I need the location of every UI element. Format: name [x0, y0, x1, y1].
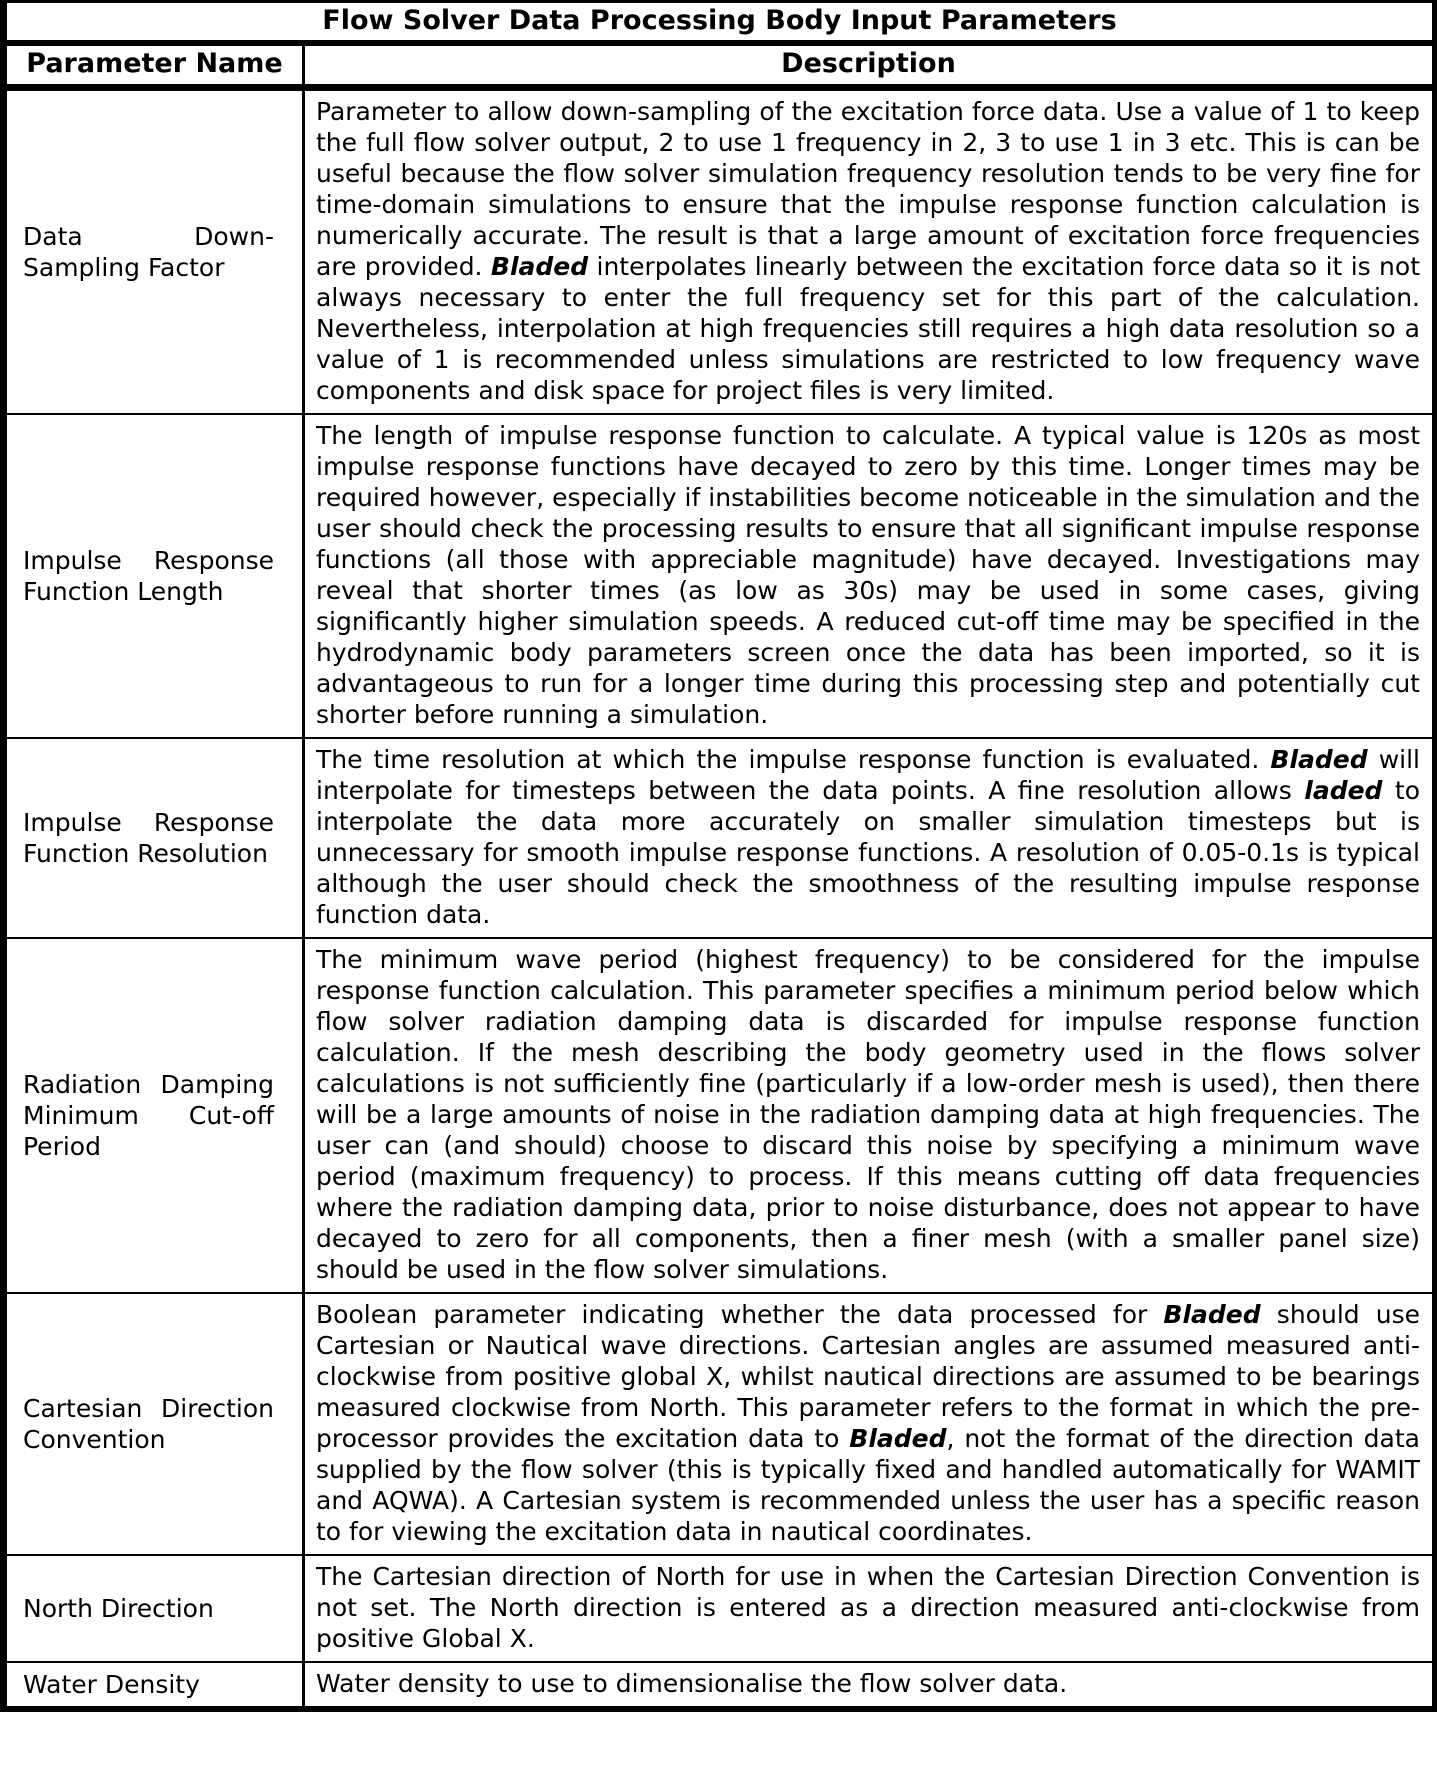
table-row [7, 1294, 1432, 1556]
table-title: Flow Solver Data Processing Body Input Parameters [7, 3, 1432, 46]
parameter-name-cell: North Direction [23, 1594, 214, 1623]
table-row [7, 739, 1432, 939]
bladed-emphasis: Bladed [490, 252, 589, 281]
parameter-description-cell [302, 1294, 1432, 1554]
text-segment: Boolean parameter indicating whether the data processed for [316, 1300, 1164, 1329]
parameter-name-cell: Water Density [23, 1670, 200, 1699]
bladed-emphasis: Bladed [1270, 745, 1368, 774]
bladed-emphasis: Bladed [849, 1424, 947, 1453]
text-segment: interpolates linearly between the excitation force data so it is not always necessary to enter the full frequency set for this part of the calculation. Nevertheless, interpolation at high frequencies still requires a high data resolution so a value of 1 is recommended unless simulations are restricted to low frequency wave components and disk space for project files is very limited. [316, 252, 1420, 405]
bladed-emphasis: Bladed [1163, 1300, 1261, 1329]
text-segment: to interpolate the data more accurately on smaller simulation timesteps but is unnecessary for smooth impulse response functions. A resolution of 0.05-0.1s is typical although the user should check the smoothness of the resulting impulse response function data. [316, 776, 1420, 929]
table-row [7, 1556, 1432, 1663]
text-segment: Parameter to allow down-sampling of the excitation force data. Use a value of 1 to keep the full flow solver output, 2 to use 1 frequency in 2, 3 to use 1 in 3 etc. This is can be useful because the flow solver simulation frequency resolution tends to be very fine for time-domain simulations to ensure that the impulse response function calculation is numerically accurate. The result is that a large amount of excitation force frequencies are provided. [316, 97, 1420, 281]
parameter-name-cell: Radiation Damping Minimum Cut-off Period [23, 1070, 274, 1161]
text-segment: will interpolate for timesteps between the data points. A fine resolution allows [316, 745, 1421, 805]
parameter-description-cell [302, 939, 1432, 1292]
text-segment: The Cartesian direction of North for use in when the Cartesian Direction Convention is not set. The North direction is entered as a direction measured anti-clockwise from positive Global X. [316, 1562, 1420, 1653]
parameter-name-cell: Cartesian Direction Convention [23, 1394, 274, 1454]
text-segment: The time resolution at which the impulse response function is evaluated. [316, 745, 1271, 774]
parameter-name-cell: Impulse Response Function Resolution [23, 808, 274, 868]
table-row [7, 415, 1432, 739]
table-row [7, 939, 1432, 1294]
text-segment: The length of impulse response function to calculate. A typical value is 120s as most impulse response functions have decayed to zero by this time. Longer times may be required however, especially if instabilities become noticeable in the simulation and the user should check the processing results to ensure that all significant impulse response functions (all those with appreciable magnitude) have decayed. Investigations may reveal that shorter times (as low as 30s) may be used in some cases, giving significantly higher simulation speeds. A reduced cut-off time may be specified in the hydrodynamic body parameters screen once the data has been imported, so it is advantageous to run for a longer time during this processing step and potentially cut shorter before running a simulation. [316, 421, 1420, 729]
column-header-parameter-name: Parameter Name [26, 48, 283, 79]
table-row [7, 91, 1432, 415]
bladed-emphasis: laded [1304, 776, 1383, 805]
text-segment: Water density to use to dimensionalise the flow solver data. [316, 1669, 1068, 1698]
parameter-description-cell [302, 415, 1432, 737]
column-header-description: Description [302, 46, 1432, 84]
table-row [7, 1663, 1432, 1706]
text-segment: The minimum wave period (highest frequency) to be considered for the impulse response function calculation. This parameter specifies a minimum period below which flow solver radiation damping data is discarded for impulse response function calculation. If the mesh describing the body geometry used in the flows solver calculations is not sufficiently fine (particularly if a low-order mesh is used), then there will be a large amounts of noise in the radiation damping data at high frequencies. The user can (and should) choose to discard this noise by specifying a minimum wave period (maximum frequency) to process. If this means cutting off data frequencies where the radiation damping data, prior to noise disturbance, does not appear to have decayed to zero for all components, then a finer mesh (with a smaller panel size) should be used in the flow solver simulations. [316, 945, 1420, 1284]
parameter-description-cell [302, 739, 1432, 937]
parameter-name-cell: Impulse Response Function Length [23, 546, 274, 606]
text-segment: should use Cartesian or Nautical wave directions. Cartesian angles are assumed measured anti-clockwise from positive global X, whilst nautical directions are assumed to be bearings measured clockwise from North. This parameter refers to the format in which the pre-processor provides the excitation data to [316, 1300, 1421, 1453]
parameter-description-cell [302, 91, 1432, 413]
parameter-description-cell [302, 1663, 1432, 1706]
parameter-description-cell [302, 1556, 1432, 1661]
parameter-name-cell: Data Down-Sampling Factor [23, 222, 274, 282]
text-segment: , not the format of the direction data supplied by the flow solver (this is typically fixed and handled automatically for WAMIT and AQWA). A Cartesian system is recommended unless the user has a specific reason to for viewing the excitation data in nautical coordinates. [316, 1424, 1420, 1546]
table-header-row [7, 46, 1432, 91]
